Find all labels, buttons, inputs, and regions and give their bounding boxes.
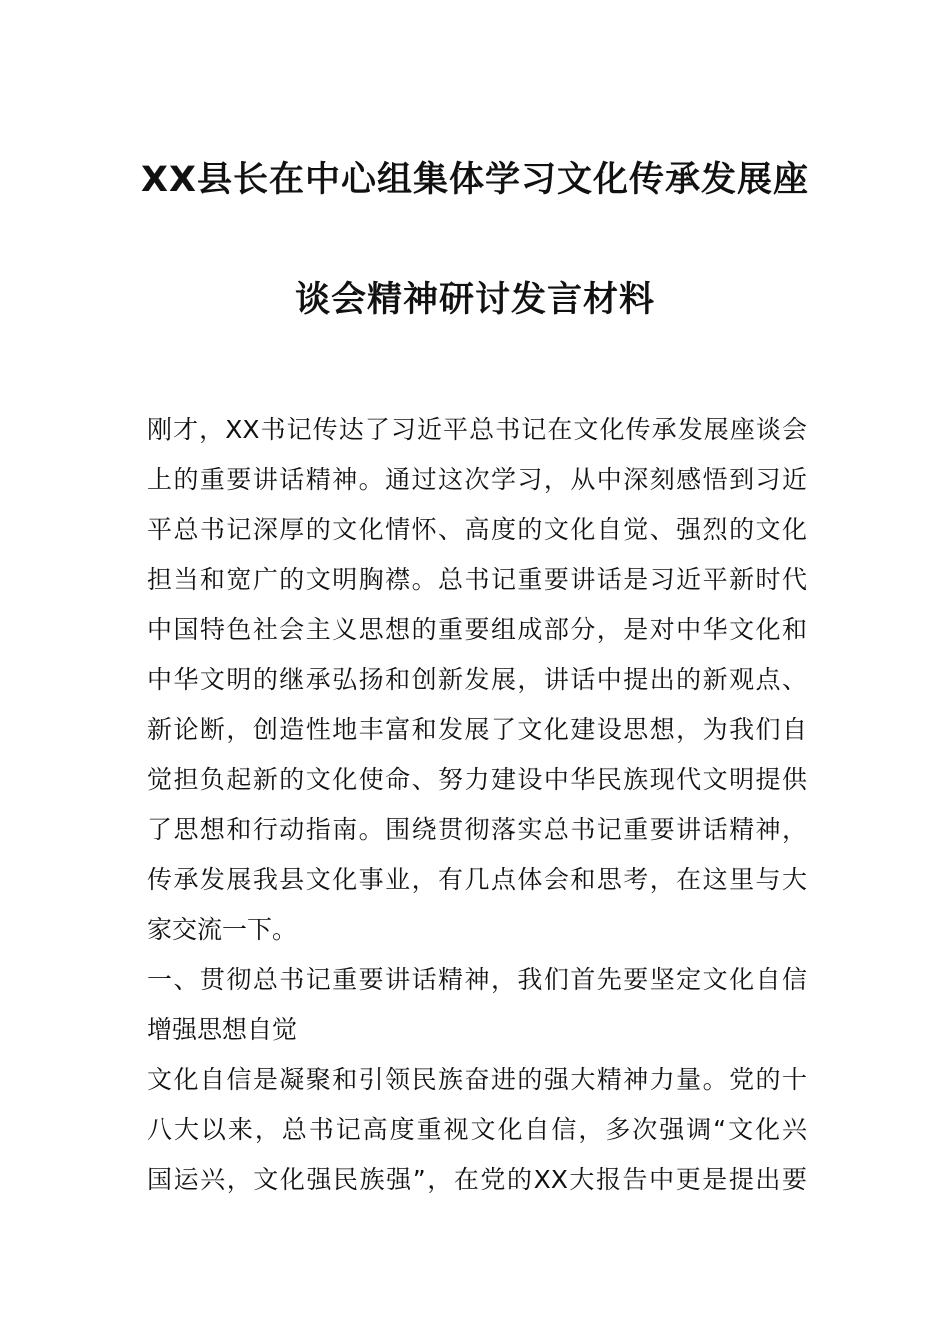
document-title-line-1: XX县长在中心组集体学习文化传承发展座 xyxy=(141,160,809,200)
document-title-line-2: 谈会精神研讨发言材料 xyxy=(294,280,655,320)
body-text-line: 刚才，XX书记传达了习近平总书记在文化传承发展座谈会 xyxy=(147,415,807,444)
section-heading-line: 增强思想自觉 xyxy=(147,1015,298,1044)
body-text-line: 担当和宽广的文明胸襟。总书记重要讲话是习近平新时代 xyxy=(147,565,807,594)
body-text-line: 觉担负起新的文化使命、努力建设中华民族现代文明提供 xyxy=(147,765,807,794)
section-heading-line: 一、贯彻总书记重要讲话精神，我们首先要坚定文化自信 xyxy=(147,965,807,994)
body-text-line: 国运兴，文化强民族强”，在党的XX大报告中更是提出要 xyxy=(147,1165,807,1194)
body-text-line: 了思想和行动指南。围绕贯彻落实总书记重要讲话精神， xyxy=(147,815,807,844)
body-text-line: 平总书记深厚的文化情怀、高度的文化自觉、强烈的文化 xyxy=(147,515,807,544)
body-text-line: 新论断，创造性地丰富和发展了文化建设思想，为我们自 xyxy=(147,715,807,744)
body-text-line: 家交流一下。 xyxy=(147,915,298,944)
body-text-line: 上的重要讲话精神。通过这次学习，从中深刻感悟到习近 xyxy=(147,465,807,494)
body-text-line: 八大以来，总书记高度重视文化自信，多次强调“文化兴 xyxy=(147,1115,807,1144)
body-text-line: 中华文明的继承弘扬和创新发展，讲话中提出的新观点、 xyxy=(147,665,807,694)
body-text-line: 文化自信是凝聚和引领民族奋进的强大精神力量。党的十 xyxy=(147,1065,807,1094)
body-text-line: 传承发展我县文化事业，有几点体会和思考，在这里与大 xyxy=(147,865,807,894)
body-text-line: 中国特色社会主义思想的重要组成部分，是对中华文化和 xyxy=(147,615,807,644)
